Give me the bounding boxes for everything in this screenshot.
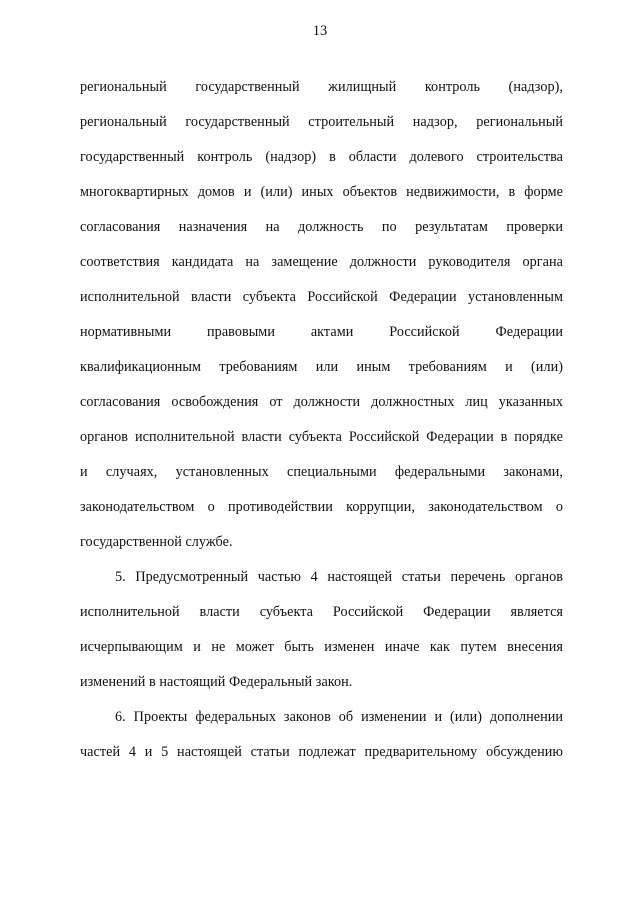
text-line: органов исполнительной власти субъекта Российской Федерации в порядке: [80, 429, 563, 445]
text-line: и случаях, установленных специальными федеральными законами,: [80, 464, 563, 480]
text-line: государственной службе.: [80, 534, 233, 550]
text-line: соответствия кандидата на замещение должности руководителя органа: [80, 254, 563, 270]
text-line: частей 4 и 5 настоящей статьи подлежат предварительному обсуждению: [80, 744, 563, 760]
text-line: исчерпывающим и не может быть изменен иначе как путем внесения: [80, 639, 563, 655]
text-line: 5. Предусмотренный частью 4 настоящей статьи перечень органов: [115, 569, 563, 585]
text-line: законодательством о противодействии коррупции, законодательством о: [80, 499, 563, 515]
text-line: согласования освобождения от должности должностных лиц указанных: [80, 394, 563, 410]
text-line: изменений в настоящий Федеральный закон.: [80, 674, 353, 690]
text-line: исполнительной власти субъекта Российской Федерации является: [80, 604, 563, 620]
text-line: многоквартирных домов и (или) иных объектов недвижимости, в форме: [80, 184, 563, 200]
text-line: региональный государственный строительный надзор, региональный: [80, 114, 563, 130]
text-line: региональный государственный жилищный контроль (надзор),: [80, 79, 563, 95]
text-line: 6. Проекты федеральных законов об изменении и (или) дополнении: [115, 709, 563, 725]
text-line: исполнительной власти субъекта Российской Федерации установленным: [80, 289, 563, 305]
text-line: квалификационным требованиям или иным требованиям и (или): [80, 359, 563, 375]
text-line: нормативными правовыми актами Российской Федерации: [80, 324, 563, 340]
page-number: 13: [312, 23, 328, 39]
text-line: согласования назначения на должность по результатам проверки: [80, 219, 563, 235]
text-line: государственный контроль (надзор) в области долевого строительства: [80, 149, 563, 165]
